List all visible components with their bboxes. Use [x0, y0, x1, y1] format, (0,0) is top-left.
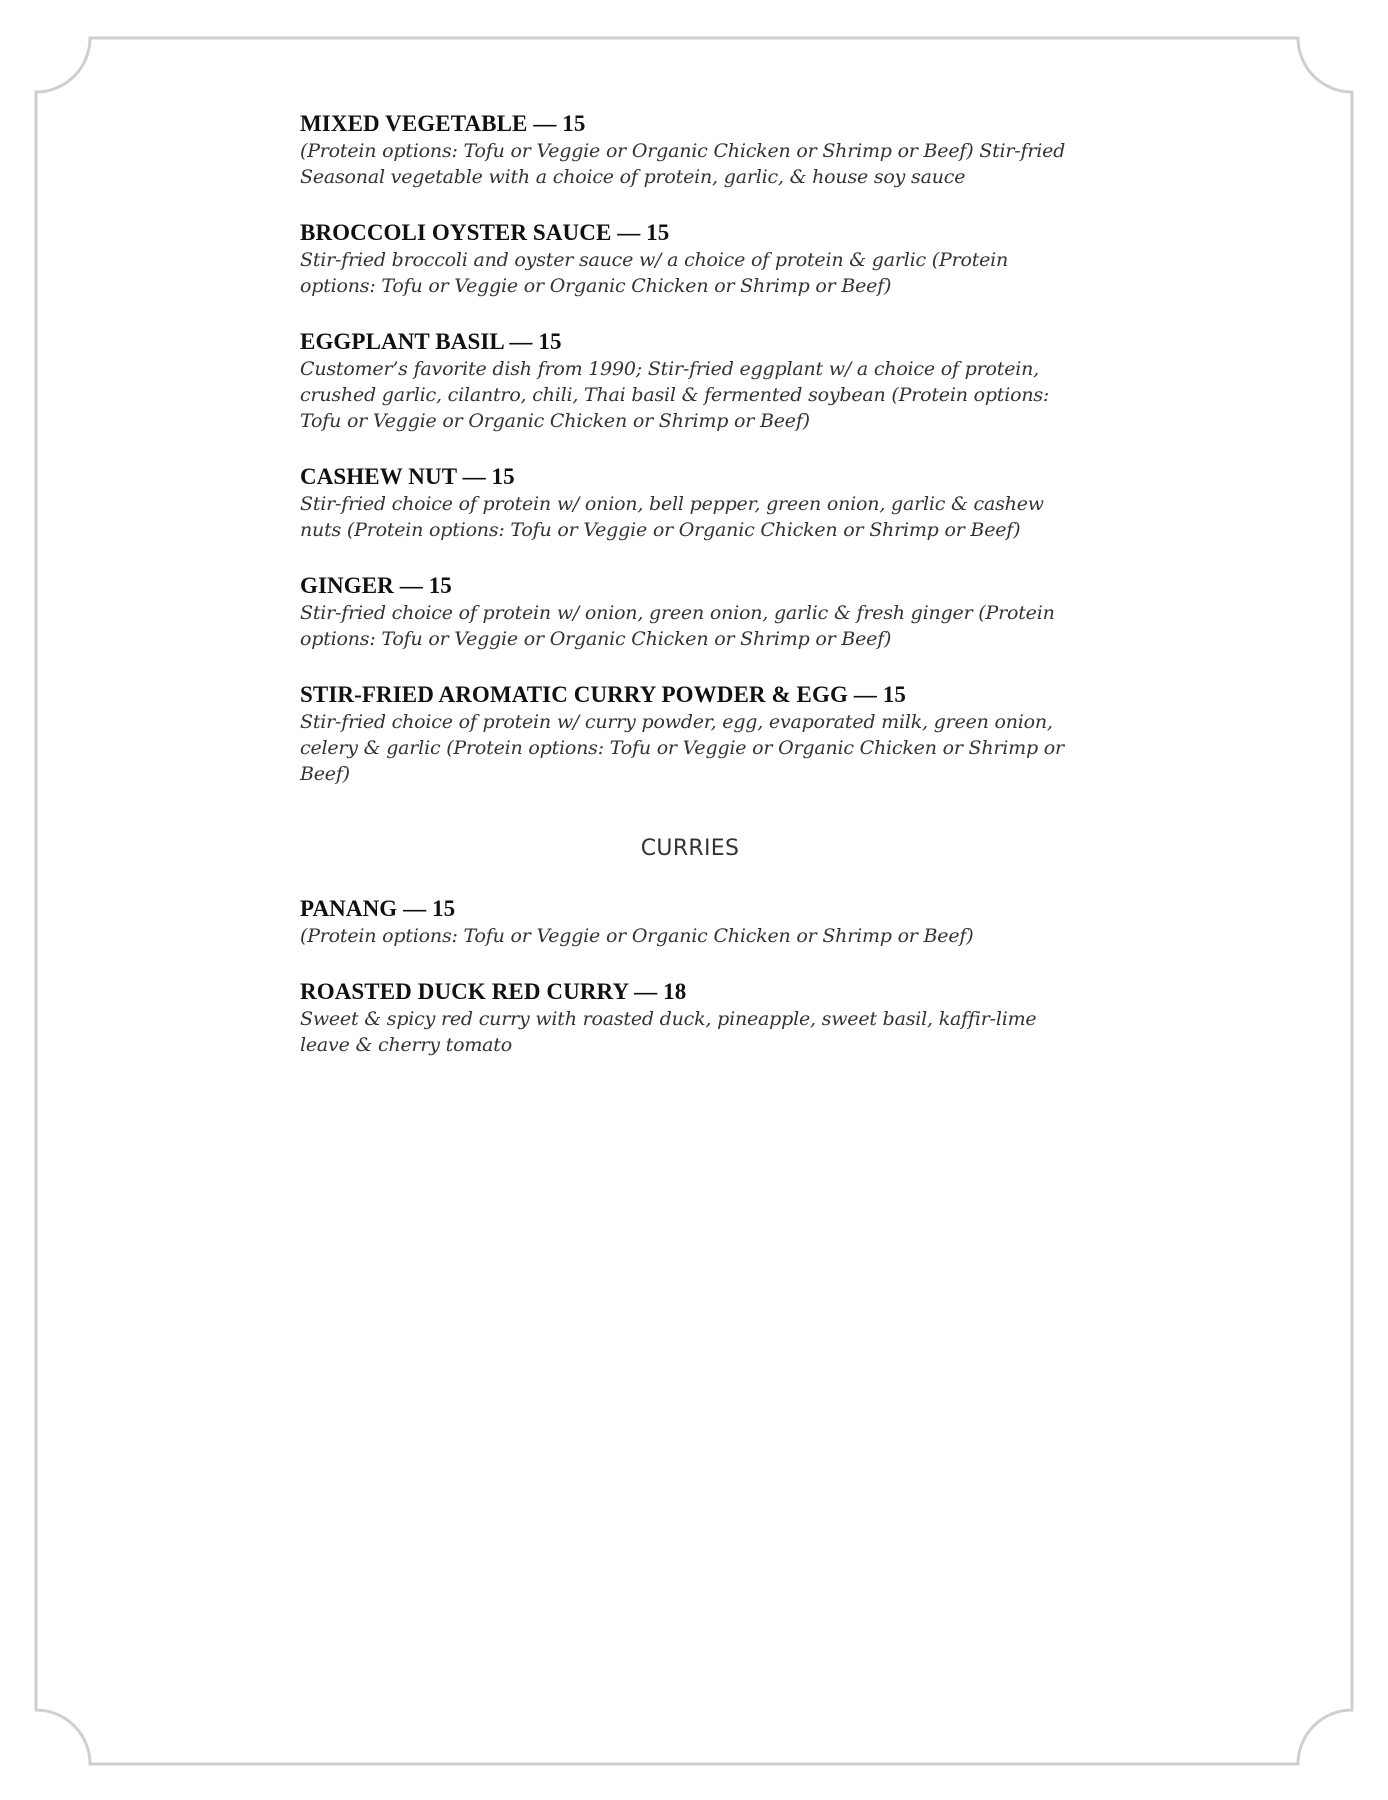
menu-item: [300, 895, 1080, 949]
menu-item-description: Stir-fried choice of protein w/ onion, green onion, garlic & fresh ginger (Protein options: Tofu or Veggie or Organic Chicken or Shrimp or Beef): [300, 602, 1055, 650]
menu-item-title: CASHEW NUT — 15: [300, 464, 515, 489]
menu-item-title: GINGER — 15: [300, 573, 452, 598]
menu-item-description: Customer’s favorite dish from 1990; Stir-fried eggplant w/ a choice of protein, crushed garlic, cilantro, chili, Thai basil & fermented soybean (Protein options: Tofu or Veggie or Organic Chicken or Shrimp or Beef): [300, 358, 1050, 432]
menu-item-title: STIR-FRIED AROMATIC CURRY POWDER & EGG — 15: [300, 682, 906, 707]
menu-item-description: Stir-fried choice of protein w/ onion, bell pepper, green onion, garlic & cashew nuts (Protein options: Tofu or Veggie or Organic Chicken or Shrimp or Beef): [300, 493, 1044, 541]
menu-item-description: Stir-fried broccoli and oyster sauce w/ a choice of protein & garlic (Protein options: Tofu or Veggie or Organic Chicken or Shrimp or Beef): [300, 249, 1009, 297]
menu-item: [300, 110, 1080, 190]
menu-item: [300, 219, 1080, 299]
menu-item: [300, 978, 1080, 1058]
menu-section-stir-fried: [300, 110, 1080, 787]
menu-item-title: EGGPLANT BASIL — 15: [300, 329, 562, 354]
section-heading-curries: CURRIES: [640, 836, 740, 861]
menu-item-description: (Protein options: Tofu or Veggie or Organic Chicken or Shrimp or Beef): [300, 925, 974, 947]
menu-item-description: Stir-fried choice of protein w/ curry powder, egg, evaporated milk, green onion, celery & garlic (Protein options: Tofu or Veggie or Organic Chicken or Shrimp or Beef): [300, 711, 1064, 785]
menu-item: [300, 681, 1080, 787]
menu-item-title: MIXED VEGETABLE — 15: [300, 111, 586, 136]
menu-item-title: PANANG — 15: [300, 896, 456, 921]
menu-item-title: BROCCOLI OYSTER SAUCE — 15: [300, 220, 670, 245]
menu-item: [300, 572, 1080, 652]
menu-item: [300, 328, 1080, 434]
menu-content: [300, 110, 1080, 1087]
menu-item-title: ROASTED DUCK RED CURRY — 18: [300, 979, 687, 1004]
menu-section-curries: [300, 835, 1080, 1058]
menu-item-description: Sweet & spicy red curry with roasted duck, pineapple, sweet basil, kaffir-lime leave & cherry tomato: [300, 1008, 1037, 1056]
menu-item-description: (Protein options: Tofu or Veggie or Organic Chicken or Shrimp or Beef) Stir-fried Seasonal vegetable with a choice of protein, garlic, & house soy sauce: [300, 140, 1066, 188]
menu-item: [300, 463, 1080, 543]
